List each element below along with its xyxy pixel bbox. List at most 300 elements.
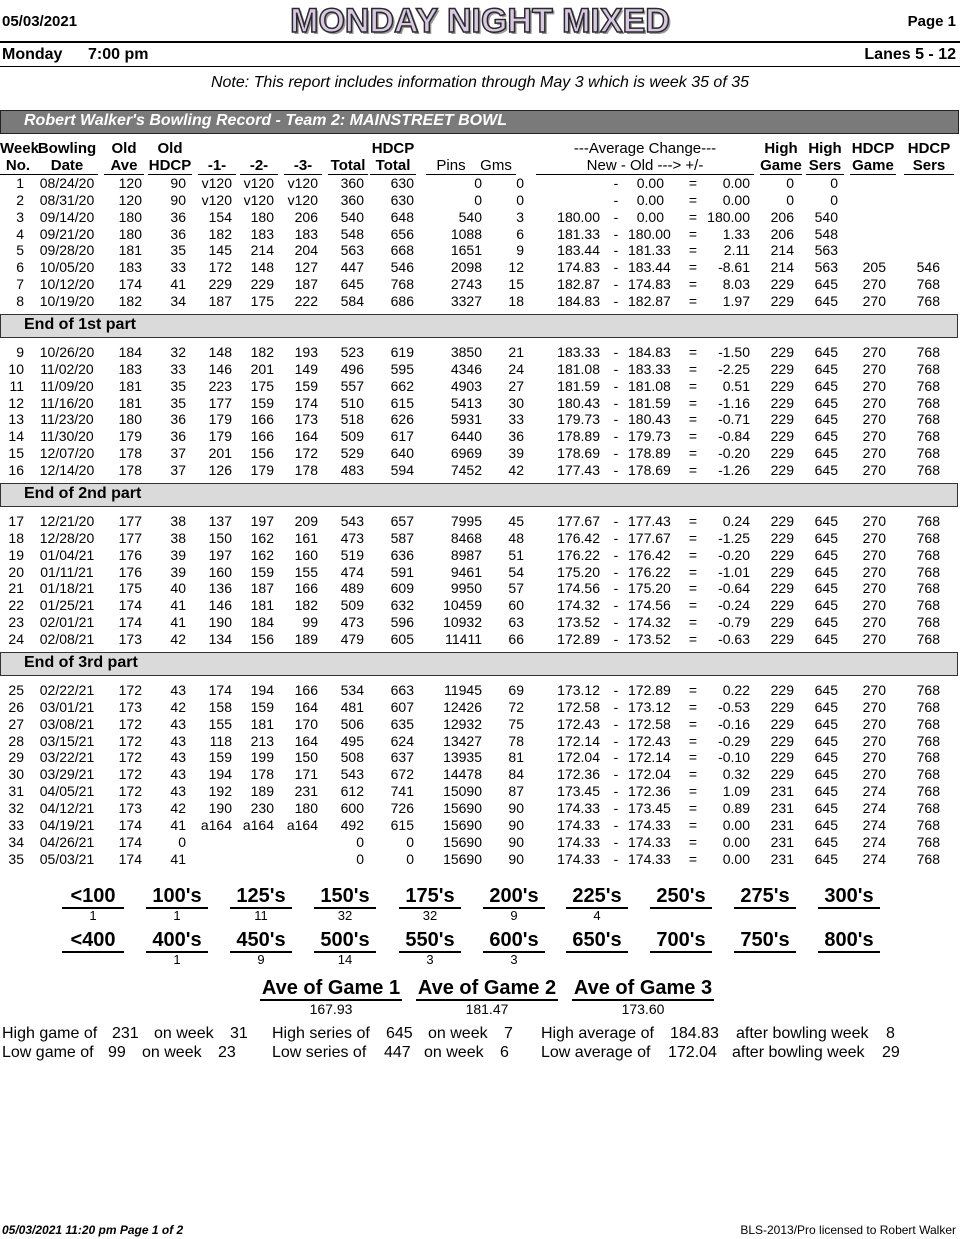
table-cell: 181: [118, 242, 142, 259]
table-cell: 41: [170, 850, 186, 867]
table-cell: 41: [170, 276, 186, 293]
table-cell: 175: [250, 377, 274, 394]
table-cell: 39: [508, 445, 524, 462]
table-cell: 172: [118, 715, 142, 732]
game-dist-count: 11: [254, 908, 268, 923]
table-cell: 10: [8, 360, 24, 377]
table-cell: 36: [170, 411, 186, 428]
table-cell: 274: [862, 833, 886, 850]
table-cell: v120: [201, 175, 232, 191]
table-cell: 172: [294, 445, 318, 462]
table-cell: 178: [118, 461, 142, 478]
table-cell: 38: [170, 529, 186, 546]
table-cell: 768: [916, 833, 940, 850]
table-cell: 768: [916, 783, 940, 800]
game-average-value: 181.47: [465, 1001, 509, 1017]
table-cell: 181: [118, 377, 142, 394]
table-cell: 0.32: [722, 766, 750, 783]
table-cell: -0.64: [718, 580, 750, 597]
table-cell: 57: [508, 580, 524, 597]
table-cell: 174: [118, 276, 142, 293]
section-band: [0, 483, 958, 507]
column-header-hdcp-sers: HDCP: [907, 140, 951, 157]
table-cell: 534: [340, 682, 364, 698]
table-cell: 523: [340, 344, 364, 360]
table-cell: 182: [294, 597, 318, 614]
table-cell: 48: [508, 529, 524, 546]
table-cell: 229: [770, 766, 794, 783]
table-cell: 172: [208, 259, 232, 276]
table-cell: 229: [770, 698, 794, 715]
game-average-value: 167.93: [309, 1001, 353, 1017]
table-cell: 648: [390, 208, 414, 225]
table-cell: 768: [916, 850, 940, 867]
table-cell: 10/26/20: [39, 344, 95, 360]
table-cell: 0.89: [722, 799, 750, 816]
table-cell: 43: [170, 732, 186, 749]
table-cell: 90: [170, 175, 186, 191]
summary-low-game: Low game of: [2, 1044, 94, 1061]
table-cell: 175: [250, 292, 274, 309]
table-cell: =: [688, 175, 698, 191]
table-cell: 166: [250, 428, 274, 445]
table-cell: 160: [294, 546, 318, 563]
table-cell: 33: [508, 411, 524, 428]
table-cell: 645: [814, 799, 838, 816]
table-cell: 173.45: [628, 799, 671, 816]
table-cell: 270: [862, 580, 886, 597]
table-cell: 15690: [443, 799, 482, 816]
table-cell: 172: [118, 732, 142, 749]
game-average-value: 173.60: [621, 1001, 665, 1017]
table-cell: 174.32: [557, 597, 600, 614]
table-cell: 12932: [443, 715, 482, 732]
table-cell: 08/24/20: [39, 175, 95, 191]
section-title: End of 3rd part: [24, 654, 138, 671]
table-cell: 5: [16, 242, 24, 259]
table-cell: 270: [862, 360, 886, 377]
table-cell: 181: [250, 597, 274, 614]
table-cell: 2743: [450, 276, 482, 293]
table-cell: 630: [390, 175, 414, 191]
table-cell: 182: [118, 292, 142, 309]
table-cell: 197: [208, 546, 232, 563]
table-cell: 495: [340, 732, 364, 749]
table-cell: -: [613, 715, 619, 732]
table-cell: 9461: [450, 563, 482, 580]
summary-high-average: after bowling week: [736, 1025, 869, 1042]
table-cell: 546: [916, 259, 940, 276]
table-cell: -: [613, 377, 619, 394]
table-cell: 134: [208, 630, 232, 647]
table-cell: 270: [862, 749, 886, 766]
table-cell: 270: [862, 344, 886, 360]
table-cell: 180.43: [557, 394, 600, 411]
table-cell: -: [613, 749, 619, 766]
table-cell: 05/03/21: [39, 850, 95, 867]
table-cell: 594: [390, 461, 414, 478]
table-cell: 0.24: [722, 513, 750, 529]
table-cell: 10/19/20: [39, 292, 95, 309]
table-cell: 229: [250, 276, 274, 293]
table-cell: -: [613, 630, 619, 647]
table-row: [0, 564, 960, 581]
table-cell: -: [613, 175, 619, 191]
table-cell: 180.43: [628, 411, 671, 428]
table-cell: 229: [770, 276, 794, 293]
table-cell: 38: [170, 513, 186, 529]
table-cell: 548: [814, 225, 838, 242]
table-cell: =: [688, 816, 698, 833]
table-cell: 24: [8, 630, 24, 647]
table-cell: 190: [208, 614, 232, 631]
table-cell: -0.53: [718, 698, 750, 715]
table-row: [0, 597, 960, 614]
table-cell: 11/09/20: [40, 377, 94, 394]
table-cell: 174: [118, 597, 142, 614]
table-cell: 270: [862, 377, 886, 394]
table-cell: 645: [814, 546, 838, 563]
table-cell: 90: [508, 799, 524, 816]
table-cell: 4: [16, 225, 24, 242]
table-cell: 39: [170, 563, 186, 580]
table-cell: 34: [170, 292, 186, 309]
series-dist-label: 750's: [734, 929, 796, 953]
table-cell: 5413: [450, 394, 482, 411]
table-cell: 6440: [450, 428, 482, 445]
table-cell: 0.00: [722, 816, 750, 833]
game-dist-count: 32: [337, 908, 353, 923]
table-cell: 09/14/20: [39, 208, 95, 225]
table-cell: 645: [814, 461, 838, 478]
table-cell: 0: [178, 833, 186, 850]
table-cell: 03/29/21: [39, 766, 95, 783]
table-cell: -: [613, 546, 619, 563]
summary-low-game: 23: [218, 1044, 236, 1061]
table-cell: 181: [250, 715, 274, 732]
table-cell: 768: [916, 749, 940, 766]
table-cell: 87: [508, 783, 524, 800]
summary-low-series: 6: [500, 1044, 509, 1061]
table-cell: 90: [508, 850, 524, 867]
table-cell: 174.33: [557, 799, 600, 816]
summary-low-average: 29: [882, 1044, 900, 1061]
table-cell: 548: [340, 225, 364, 242]
table-cell: 20: [8, 563, 24, 580]
column-header-old-hdcp: HDCP: [148, 157, 192, 174]
table-cell: 33: [170, 360, 186, 377]
table-cell: 270: [862, 563, 886, 580]
table-cell: -2.25: [718, 360, 750, 377]
column-header-g3: -3-: [284, 157, 322, 175]
table-cell: 177: [118, 529, 142, 546]
table-cell: 166: [294, 580, 318, 597]
table-cell: 183: [118, 360, 142, 377]
table-cell: -: [613, 783, 619, 800]
table-cell: 02/22/21: [39, 682, 95, 698]
table-cell: 183.33: [557, 344, 600, 360]
table-cell: 229: [770, 377, 794, 394]
table-row: [0, 242, 960, 259]
table-cell: 645: [814, 715, 838, 732]
table-cell: 201: [208, 445, 232, 462]
table-cell: 172.58: [628, 715, 671, 732]
table-cell: 172.36: [557, 766, 600, 783]
summary-low-series: Low series of: [272, 1044, 367, 1061]
table-cell: 768: [916, 428, 940, 445]
table-cell: 02/01/21: [39, 614, 95, 631]
table-cell: 0: [474, 191, 482, 208]
table-cell: 182: [250, 344, 274, 360]
table-cell: 12/28/20: [39, 529, 95, 546]
game-average-label: Ave of Game 1: [261, 977, 401, 999]
table-row: [0, 547, 960, 564]
table-cell: 172.14: [557, 732, 600, 749]
table-cell: 645: [814, 749, 838, 766]
column-header-g1: -1-: [198, 157, 236, 175]
table-cell: 172.43: [628, 732, 671, 749]
table-cell: 150: [208, 529, 232, 546]
table-row: [0, 428, 960, 445]
table-cell: 645: [814, 614, 838, 631]
table-cell: 69: [508, 682, 524, 698]
table-cell: 229: [770, 529, 794, 546]
table-cell: 170: [294, 715, 318, 732]
table-cell: 636: [390, 546, 414, 563]
table-cell: =: [688, 614, 698, 631]
table-cell: -: [613, 360, 619, 377]
table-cell: -0.24: [718, 597, 750, 614]
table-cell: 18: [508, 292, 524, 309]
series-dist-label: <400: [62, 929, 124, 953]
table-cell: 78: [508, 732, 524, 749]
report-note: Note: This report includes information through May 3 which is week 35 of 35: [210, 74, 750, 91]
table-cell: 90: [508, 816, 524, 833]
table-cell: 557: [340, 377, 364, 394]
table-cell: 0: [830, 175, 838, 191]
table-cell: 43: [170, 682, 186, 698]
table-cell: 6: [516, 225, 524, 242]
table-cell: 90: [508, 833, 524, 850]
table-cell: 0.51: [722, 377, 750, 394]
table-cell: 591: [390, 563, 414, 580]
table-cell: 164: [294, 428, 318, 445]
table-cell: 172: [118, 766, 142, 783]
table-cell: -: [613, 614, 619, 631]
game-dist-count: 32: [422, 908, 438, 923]
table-cell: 184: [118, 344, 142, 360]
table-cell: 35: [8, 850, 24, 867]
table-cell: 35: [170, 394, 186, 411]
column-header-high-game: Game: [760, 157, 802, 174]
game-dist-count: 9: [510, 908, 518, 923]
table-cell: 177.43: [628, 513, 671, 529]
table-cell: 183: [294, 225, 318, 242]
table-cell: 19: [8, 546, 24, 563]
table-cell: 173: [118, 630, 142, 647]
table-cell: -: [613, 529, 619, 546]
table-cell: 645: [814, 394, 838, 411]
table-cell: 640: [390, 445, 414, 462]
table-cell: 177: [118, 513, 142, 529]
table-cell: 27: [8, 715, 24, 732]
table-cell: 43: [170, 766, 186, 783]
table-cell: 179: [250, 461, 274, 478]
table-cell: 33: [170, 259, 186, 276]
table-cell: -: [613, 394, 619, 411]
table-cell: 645: [814, 344, 838, 360]
table-cell: 645: [814, 816, 838, 833]
table-cell: 9: [516, 242, 524, 259]
game-dist-label: 275's: [734, 885, 796, 909]
table-cell: 270: [862, 411, 886, 428]
table-cell: 768: [916, 682, 940, 698]
table-cell: 274: [862, 783, 886, 800]
table-cell: 624: [390, 732, 414, 749]
table-cell: -: [613, 732, 619, 749]
table-cell: 270: [862, 513, 886, 529]
table-cell: 229: [770, 461, 794, 478]
table-cell: 563: [814, 259, 838, 276]
table-cell: 270: [862, 529, 886, 546]
table-cell: -: [613, 276, 619, 293]
table-cell: 34: [8, 833, 24, 850]
footer-timestamp: 05/03/2021 11:20 pm Page 1 of 2: [2, 1223, 184, 1237]
table-cell: 229: [770, 597, 794, 614]
table-cell: 43: [170, 715, 186, 732]
table-cell: 229: [770, 513, 794, 529]
table-cell: 41: [170, 816, 186, 833]
table-cell: =: [688, 394, 698, 411]
table-cell: 166: [250, 411, 274, 428]
column-header-bowling: Date: [36, 157, 98, 175]
table-row: [0, 209, 960, 226]
table-cell: 645: [340, 276, 364, 293]
section-band: [0, 314, 958, 338]
table-cell: 180: [118, 208, 142, 225]
table-cell: 223: [208, 377, 232, 394]
table-cell: 172.43: [557, 715, 600, 732]
table-row: [0, 411, 960, 428]
table-cell: 183.44: [628, 259, 671, 276]
table-cell: 205: [862, 259, 886, 276]
table-cell: 174.83: [628, 276, 671, 293]
league-time: 7:00 pm: [88, 46, 149, 63]
table-cell: 508: [340, 749, 364, 766]
table-cell: 768: [916, 766, 940, 783]
table-cell: 645: [814, 428, 838, 445]
table-cell: 60: [508, 597, 524, 614]
table-cell: 686: [390, 292, 414, 309]
table-cell: 84: [508, 766, 524, 783]
table-cell: 645: [814, 513, 838, 529]
table-cell: 615: [390, 816, 414, 833]
table-cell: 229: [770, 732, 794, 749]
table-cell: 189: [294, 630, 318, 647]
table-cell: 473: [340, 529, 364, 546]
table-cell: 137: [208, 513, 232, 529]
table-cell: 492: [340, 816, 364, 833]
table-cell: 0: [406, 833, 414, 850]
table-cell: 35: [170, 377, 186, 394]
table-cell: 3: [16, 208, 24, 225]
table-cell: 231: [294, 783, 318, 800]
table-cell: 126: [208, 461, 232, 478]
table-cell: 199: [250, 749, 274, 766]
table-cell: 2.11: [723, 242, 750, 259]
table-cell: 172.89: [557, 630, 600, 647]
table-cell: 0: [786, 175, 794, 191]
summary-high-series: 7: [504, 1025, 513, 1042]
table-cell: 182.87: [557, 276, 600, 293]
table-cell: 156: [250, 445, 274, 462]
table-cell: -1.25: [718, 529, 750, 546]
table-cell: -0.20: [718, 445, 750, 462]
series-dist-count: 3: [510, 952, 518, 967]
table-cell: 10/05/20: [39, 259, 95, 276]
table-cell: 154: [208, 208, 232, 225]
table-cell: 229: [770, 749, 794, 766]
record-title: Robert Walker's Bowling Record - Team 2: MAINSTREET BOWL: [24, 112, 507, 129]
table-cell: 229: [770, 614, 794, 631]
table-cell: =: [688, 783, 698, 800]
table-cell: 175: [118, 580, 142, 597]
table-cell: 39: [170, 546, 186, 563]
table-cell: 231: [770, 783, 794, 800]
table-cell: 645: [814, 630, 838, 647]
table-cell: 214: [770, 242, 794, 259]
table-cell: -8.61: [718, 259, 750, 276]
table-cell: 0: [474, 175, 482, 191]
table-cell: 529: [340, 445, 364, 462]
table-cell: 174: [118, 614, 142, 631]
table-cell: 768: [916, 445, 940, 462]
table-cell: 04/19/21: [39, 816, 95, 833]
table-cell: 184.83: [628, 344, 671, 360]
table-cell: 229: [770, 682, 794, 698]
table-cell: 04/05/21: [39, 783, 95, 800]
table-cell: 03/15/21: [39, 732, 95, 749]
summary-high-series: 645: [386, 1025, 413, 1042]
table-cell: 26: [8, 698, 24, 715]
table-cell: 637: [390, 749, 414, 766]
table-cell: 159: [294, 377, 318, 394]
table-cell: 183.44: [557, 242, 600, 259]
table-cell: =: [688, 411, 698, 428]
table-row: [0, 783, 960, 800]
table-cell: 0.00: [636, 175, 664, 191]
table-cell: 174: [294, 394, 318, 411]
table-cell: 184.83: [557, 292, 600, 309]
table-cell: 7: [16, 276, 24, 293]
table-cell: =: [688, 344, 698, 360]
table-cell: 270: [862, 698, 886, 715]
summary-low-average: Low average of: [541, 1044, 651, 1061]
table-cell: 6969: [450, 445, 482, 462]
table-cell: 180: [118, 225, 142, 242]
table-cell: 24: [508, 360, 524, 377]
table-row: [0, 699, 960, 716]
table-cell: 36: [170, 208, 186, 225]
table-cell: 194: [250, 682, 274, 698]
table-cell: -: [613, 580, 619, 597]
series-dist-label: 500's: [314, 929, 376, 953]
table-cell: 635: [390, 715, 414, 732]
table-row: [0, 445, 960, 462]
table-cell: 146: [208, 360, 232, 377]
table-cell: 630: [390, 191, 414, 208]
table-row: [0, 716, 960, 733]
